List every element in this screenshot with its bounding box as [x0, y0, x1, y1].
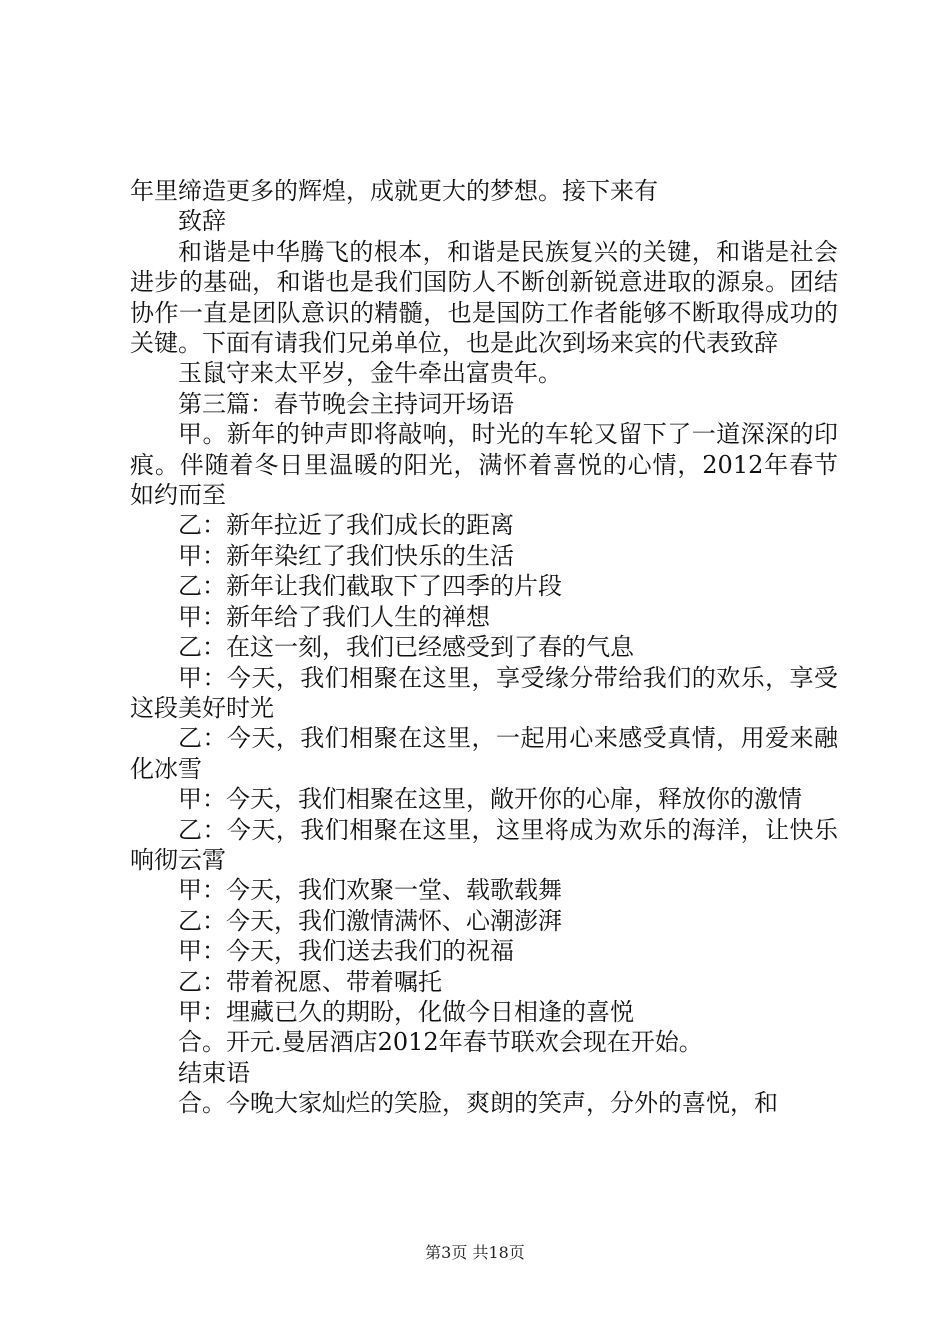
dialogue-line: 甲：今天，我们相聚在这里，享受缘分带给我们的欢乐，享受这段美好时光: [130, 663, 838, 722]
dialogue-line: 合。开元.曼居酒店2012年春节联欢会现在开始。: [178, 1028, 703, 1057]
paragraph: 甲。新年的钟声即将敲响，时光的车轮又留下了一道深深的印痕。伴随着冬日里温暖的阳光，满怀着喜悦的心情，2012年春节如约而至: [130, 420, 838, 510]
paragraph: 和谐是中华腾飞的根本，和谐是民族复兴的关键，和谐是社会进步的基础，和谐也是我们国防人不断创新锐意进取的源泉。团结协作一直是团队意识的精髓，也是国防工作者能够不断取得成功的关键。下面有请我们兄弟单位，也是此次到场来宾的代表致辞: [130, 237, 838, 358]
dialogue-line: 甲：新年染红了我们快乐的生活: [178, 541, 514, 570]
dialogue-line: 乙：带着祝愿、带着嘱托: [178, 967, 442, 996]
dialogue-line: 乙：新年拉近了我们成长的距离: [178, 511, 514, 540]
dialogue-line: 甲：今天，我们相聚在这里，敞开你的心扉，释放你的激情: [178, 785, 802, 814]
document-body: [130, 176, 838, 1119]
dialogue-line: 乙：今天，我们相聚在这里，一起用心来感受真情，用爱来融化冰雪: [130, 724, 838, 783]
paragraph: 年里缔造更多的辉煌，成就更大的梦想。接下来有: [130, 177, 658, 205]
dialogue-line: 乙：在这一刻，我们已经感受到了春的气息: [178, 633, 634, 662]
paragraph: 玉鼠守来太平岁，金牛牵出富贵年。: [178, 359, 562, 388]
dialogue-line: 甲：新年给了我们人生的禅想: [178, 602, 490, 631]
paragraph: 致辞: [178, 207, 226, 236]
section-heading: 第三篇：春节晚会主持词开场语: [178, 389, 514, 418]
dialogue-line: 乙：新年让我们截取下了四季的片段: [178, 572, 562, 601]
page-number-footer: 第3页 共18页: [425, 1243, 525, 1262]
section-heading: 结束语: [178, 1058, 250, 1087]
dialogue-line: 甲：今天，我们欢聚一堂、载歌载舞: [178, 876, 562, 905]
paragraph: 合。今晚大家灿烂的笑脸，爽朗的笑声，分外的喜悦，和: [178, 1089, 778, 1118]
dialogue-line: 甲：埋藏已久的期盼，化做今日相逢的喜悦: [178, 997, 634, 1026]
dialogue-line: 乙：今天，我们相聚在这里，这里将成为欢乐的海洋，让快乐响彻云霄: [130, 815, 838, 874]
dialogue-line: 乙：今天，我们激情满怀、心潮澎湃: [178, 906, 562, 935]
dialogue-line: 甲：今天，我们送去我们的祝福: [178, 937, 514, 966]
